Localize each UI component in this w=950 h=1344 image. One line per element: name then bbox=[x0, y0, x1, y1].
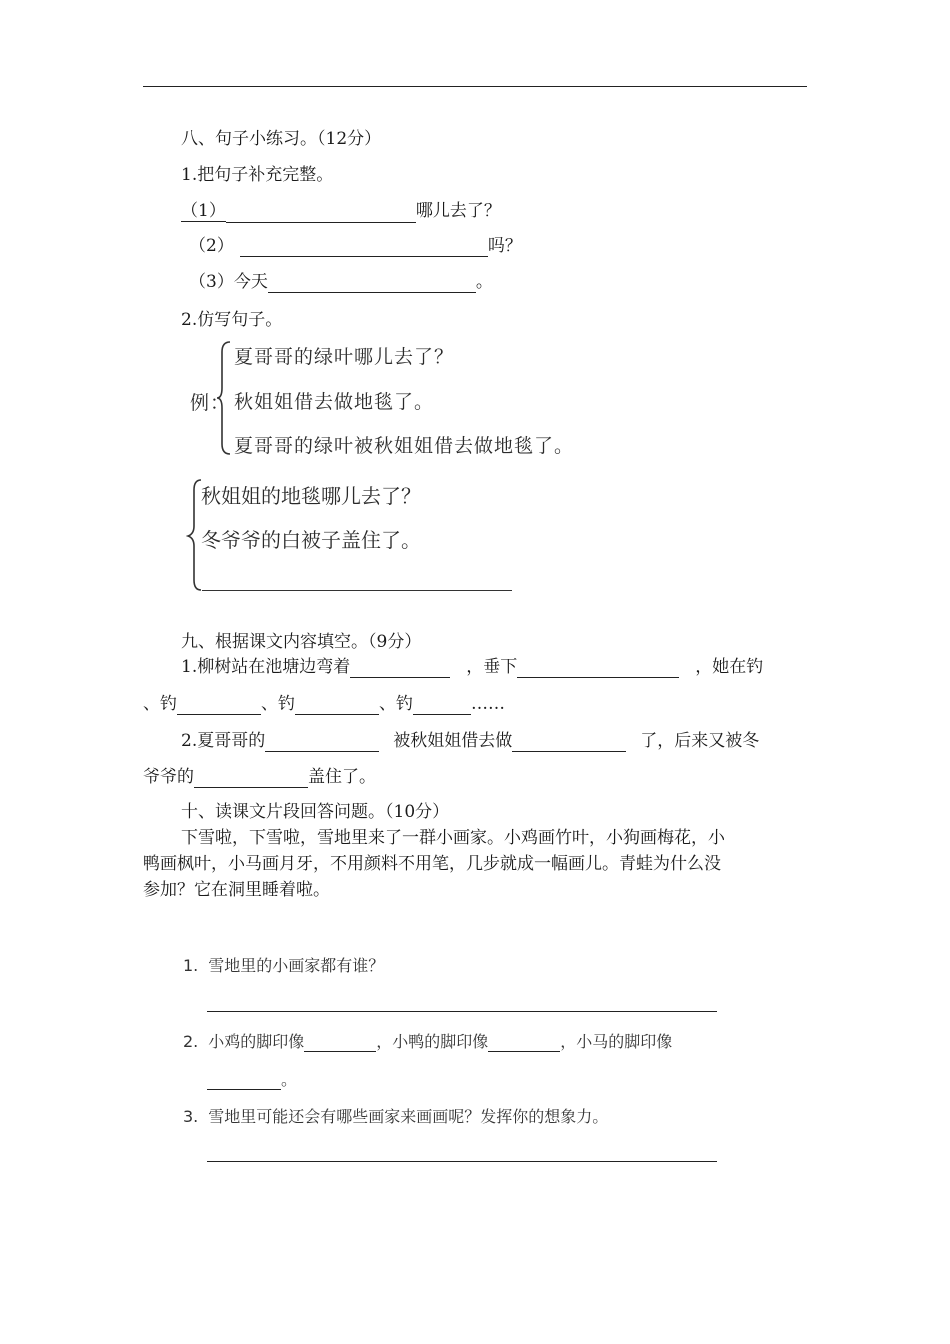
header-rule bbox=[143, 86, 807, 87]
fill-text: ，垂下 bbox=[466, 657, 518, 677]
practice-line-1: 秋姐姐的地毯哪儿去了？ bbox=[201, 484, 421, 508]
question-text: ，小鸭的脚印像 bbox=[376, 1032, 489, 1051]
sentence-tail: 吗？ bbox=[487, 236, 522, 256]
fill-text: 、钓 bbox=[379, 694, 413, 714]
answer-blank[interactable] bbox=[194, 769, 308, 788]
question-text: ，小马的脚印像 bbox=[560, 1032, 673, 1051]
answer-blank[interactable] bbox=[177, 696, 261, 715]
sec9-q2-line-2 bbox=[143, 766, 376, 788]
sec10-q2-cont bbox=[207, 1067, 297, 1090]
sec8-sentence-3 bbox=[189, 271, 493, 293]
question-number: 1. bbox=[183, 956, 199, 975]
answer-blank[interactable] bbox=[304, 1033, 376, 1052]
fill-text: 2.夏哥哥的 bbox=[181, 731, 266, 751]
fill-text: 了，后来又被冬 bbox=[640, 731, 760, 751]
passage-line-1: 下雪啦，下雪啦，雪地里来了一群小画家。小鸡画竹叶，小狗画梅花，小 bbox=[181, 828, 725, 848]
practice-answer-line[interactable] bbox=[202, 590, 512, 591]
question-text: 小鸡的脚印像 bbox=[208, 1032, 305, 1051]
sec8-q2-prompt: 2.仿写句子。 bbox=[181, 310, 283, 330]
sec9-q1-line-1 bbox=[181, 656, 763, 678]
passage-line-3: 参加？它在洞里睡着啦。 bbox=[143, 880, 330, 900]
answer-blank[interactable] bbox=[488, 1033, 560, 1052]
answer-blank[interactable] bbox=[413, 696, 471, 715]
answer-blank[interactable] bbox=[240, 238, 488, 257]
fill-text: ，她在钓 bbox=[695, 657, 764, 677]
example-label: 例： bbox=[190, 392, 231, 414]
question-number: 2. bbox=[183, 1032, 199, 1051]
answer-blank[interactable] bbox=[265, 733, 379, 752]
section-8-title: 八、句子小练习。（12分） bbox=[181, 129, 382, 149]
sec10-q3 bbox=[183, 1104, 608, 1127]
q3-answer-line[interactable] bbox=[207, 1161, 717, 1162]
sec10-q2 bbox=[183, 1029, 672, 1052]
answer-blank[interactable] bbox=[517, 659, 679, 678]
fill-text: 、钓 bbox=[143, 694, 177, 714]
sec10-q1 bbox=[183, 953, 384, 976]
sec9-q2-line-1 bbox=[181, 730, 759, 752]
example-line-3: 夏哥哥的绿叶被秋姐姐借去做地毯了。 bbox=[234, 435, 575, 457]
answer-blank[interactable] bbox=[350, 659, 450, 678]
answer-blank[interactable] bbox=[268, 274, 476, 293]
answer-blank[interactable] bbox=[207, 1071, 281, 1090]
question-text: 雪地里可能还会有哪些画家来画画呢？发挥你的想象力。 bbox=[208, 1107, 609, 1126]
fill-text: 、钓 bbox=[261, 694, 295, 714]
section-9-title: 九、根据课文内容填空。（9分） bbox=[181, 632, 422, 652]
passage-line-2: 鸭画枫叶，小马画月牙，不用颜料不用笔，几步就成一幅画儿。青蛙为什么没 bbox=[143, 854, 721, 874]
sec8-sentence-2 bbox=[189, 235, 522, 257]
question-text: 雪地里的小画家都有谁？ bbox=[208, 956, 385, 975]
question-text: 。 bbox=[281, 1070, 298, 1089]
sec8-q1-prompt: 1.把句子补充完整。 bbox=[181, 165, 334, 185]
sec8-sentence-1 bbox=[181, 200, 501, 223]
answer-blank[interactable] bbox=[295, 696, 379, 715]
example-line-1: 夏哥哥的绿叶哪儿去了？ bbox=[234, 346, 455, 368]
answer-blank[interactable] bbox=[512, 733, 626, 752]
fill-text: 爷爷的 bbox=[143, 767, 194, 787]
example-brace bbox=[216, 340, 232, 456]
question-number: 3. bbox=[183, 1107, 199, 1126]
sentence-tail: 哪儿去了？ bbox=[415, 201, 501, 221]
section-10-title: 十、读课文片段回答问题。（10分） bbox=[181, 802, 450, 822]
fill-text: 盖住了。 bbox=[308, 767, 376, 787]
answer-blank[interactable] bbox=[226, 204, 416, 223]
fill-text: 被秋姐姐借去做 bbox=[393, 731, 513, 751]
sec9-q1-line-2 bbox=[143, 693, 505, 715]
example-line-2: 秋姐姐借去做地毯了。 bbox=[234, 391, 435, 413]
fill-text: …… bbox=[471, 694, 505, 714]
practice-line-2: 冬爷爷的白被子盖住了。 bbox=[201, 528, 421, 552]
sentence-tail: 。 bbox=[475, 272, 493, 292]
sentence-head: （3）今天 bbox=[189, 272, 268, 292]
sentence-number: （2） bbox=[189, 236, 234, 256]
fill-text: 1.柳树站在池塘边弯着 bbox=[181, 657, 351, 677]
sentence-number: （1） bbox=[181, 201, 226, 221]
q1-answer-line[interactable] bbox=[207, 1011, 717, 1012]
